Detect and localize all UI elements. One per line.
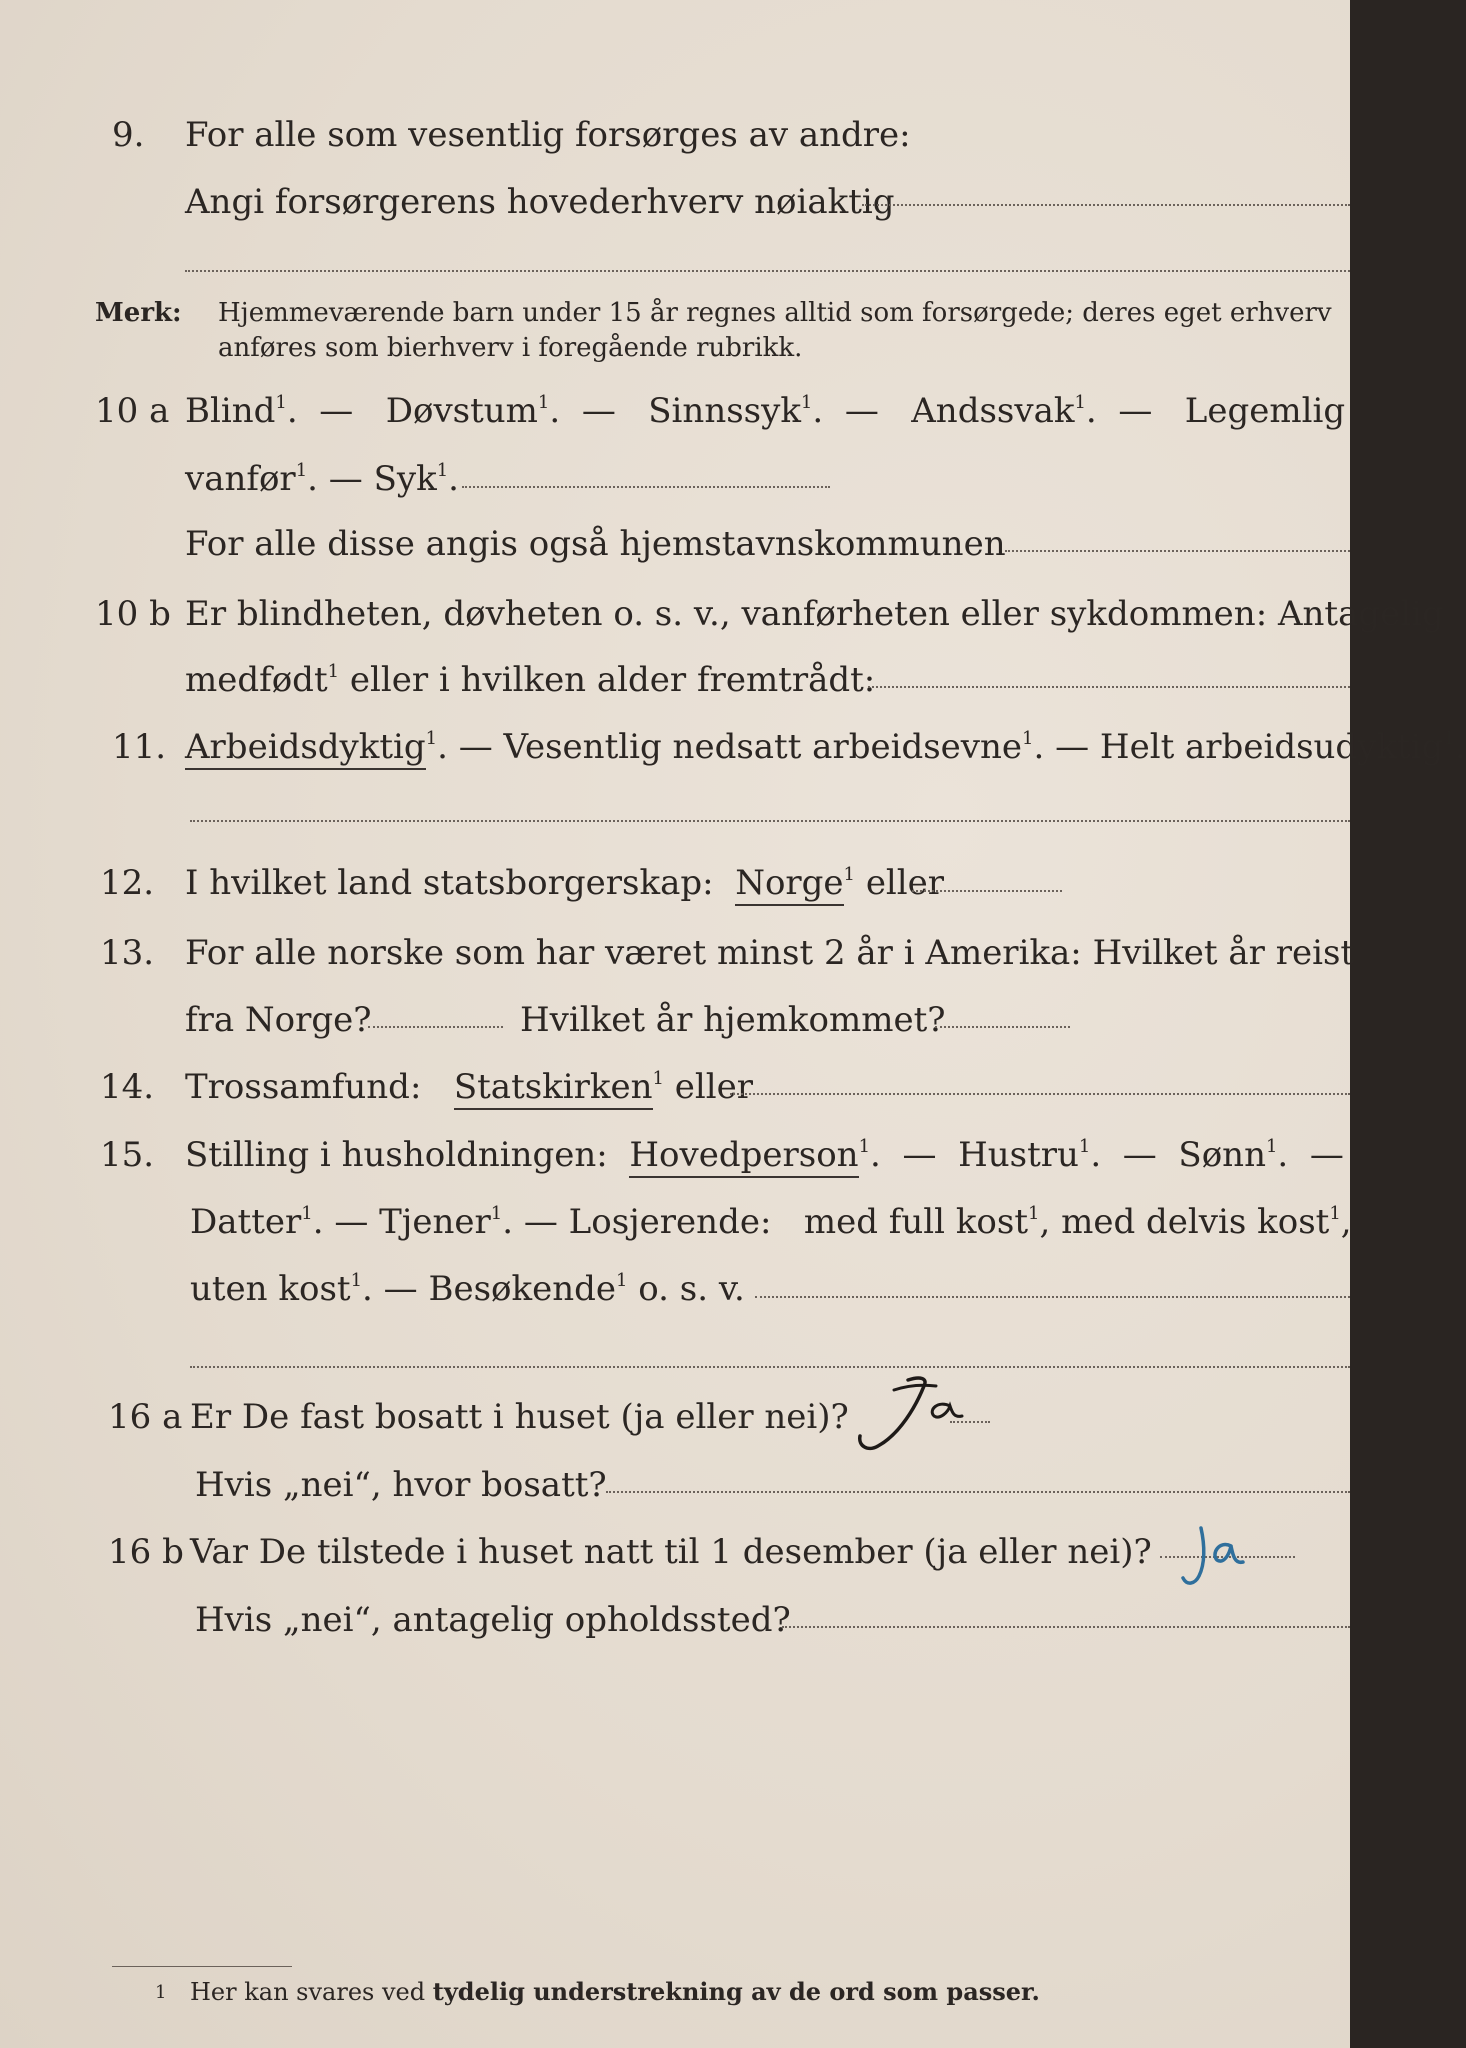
opt-sonn[interactable]: Sønn — [1178, 1135, 1266, 1175]
q16b-line1: Var De tilstede i huset natt til 1 desember (ja eller nei)? — [190, 1532, 1152, 1572]
q10a-answer-line[interactable] — [462, 486, 830, 488]
q11-number: 11. — [112, 727, 167, 767]
q15-number: 15. — [100, 1135, 155, 1175]
q11-answer-line[interactable] — [190, 820, 1350, 822]
q10a-line3: For alle disse angis også hjemstavnskommunen — [185, 524, 1006, 564]
footnote-divider — [112, 1966, 292, 1967]
q10a-number: 10 a — [95, 391, 170, 431]
q16b-line2: Hvis „nei“, antagelig opholdssted? — [195, 1600, 791, 1640]
opt-tjener[interactable]: Tjener — [379, 1202, 491, 1242]
opt-sinnssyk[interactable]: Sinnssyk — [648, 391, 801, 431]
q10b-line1: Er blindheten, døvheten o. s. v., vanførheten eller sykdommen: Antagelig — [185, 594, 1444, 634]
opt-besokende[interactable]: Besøkende — [428, 1269, 616, 1309]
q13-reist-line[interactable] — [368, 1026, 503, 1028]
opt-statskirken[interactable]: Statskirken — [454, 1067, 653, 1110]
q13-fra: fra Norge? — [185, 1000, 372, 1040]
q15-line2: Datter$^1$. — Tjener$^1$. — Losjerende: med full kost$^1$, med delvis kost$^1$, — [190, 1202, 1352, 1242]
opt-arbeidsdyktig[interactable]: Arbeidsdyktig — [185, 727, 426, 770]
q15-line3: uten kost$^1$. — Besøkende$^1$ o. s. v. — [190, 1269, 745, 1309]
q16a-number: 16 a — [108, 1397, 183, 1437]
q12-number: 12. — [100, 863, 155, 903]
q11-line: Arbeidsdyktig$^1$. — Vesentlig nedsatt arbeidsevne$^1$. — Helt arbeidsudyktig$^1$. — [185, 730, 1466, 764]
q15-answer-line-2[interactable] — [190, 1366, 1350, 1368]
q13-hjem-line[interactable] — [935, 1026, 1070, 1028]
opt-legemlig[interactable]: Legemlig — [1184, 391, 1346, 431]
q16a-handwritten-answer — [850, 1372, 990, 1462]
q10a-line2: vanfør$^1$. — Syk$^1$. — [185, 459, 459, 499]
q10b-answer-line[interactable] — [868, 686, 1350, 688]
q13-hjem: Hvilket år hjemkommet? — [520, 1000, 946, 1040]
footnote-text: Her kan svares ved tydelig understrekning av de ord som passer. — [190, 1977, 1040, 2006]
q16b-handwritten-answer — [1175, 1520, 1265, 1600]
q16b-opholdssted-line[interactable] — [782, 1626, 1350, 1628]
q15-answer-line[interactable] — [755, 1296, 1350, 1298]
opt-dovstum[interactable]: Døvstum — [385, 391, 538, 431]
opt-datter[interactable]: Datter — [190, 1202, 302, 1242]
opt-andssvak[interactable]: Andssvak — [911, 391, 1075, 431]
q16a-answer-line[interactable] — [950, 1421, 990, 1423]
q15-line1: Stilling i husholdningen: Hovedperson$^1$. — Hustru$^1$. — Sønn$^1$. — — [185, 1138, 1344, 1172]
opt-hovedperson[interactable]: Hovedperson — [629, 1135, 858, 1178]
q9-line1: For alle som vesentlig forsørges av andre: — [185, 115, 911, 155]
q9-answer-line[interactable] — [862, 204, 1350, 206]
footnote-mark: 1 — [155, 1982, 167, 2003]
opt-syk[interactable]: Syk — [373, 459, 437, 499]
q16a-line1: Er De fast bosatt i huset (ja eller nei)? — [190, 1397, 849, 1437]
q12-answer-line[interactable] — [912, 890, 1062, 892]
q12-line: I hvilket land statsborgerskap: Norge$^1$ eller — [185, 866, 944, 900]
q10b-number: 10 b — [95, 594, 171, 634]
opt-norge[interactable]: Norge — [735, 863, 843, 906]
opt-vanfor[interactable]: vanfør — [185, 459, 296, 499]
opt-udyktig[interactable]: Helt arbeidsudyktig — [1099, 727, 1444, 767]
q16a-bosatt-line[interactable] — [606, 1491, 1350, 1493]
q10a-line1: Blind$^1$. — Døvstum$^1$. — Sinnssyk$^1$. — Andssvak$^1$. — Legemlig — [185, 391, 1346, 431]
opt-hustru[interactable]: Hustru — [958, 1135, 1079, 1175]
opt-full-kost[interactable]: med full kost — [803, 1202, 1029, 1242]
q9-answer-line-2[interactable] — [185, 270, 1350, 272]
q14-number: 14. — [100, 1067, 155, 1107]
q10b-line2: medfødt$^1$ eller i hvilken alder fremtrådt: — [185, 660, 876, 700]
merk-label: Merk: — [95, 298, 182, 328]
opt-nedsatt[interactable]: Vesentlig nedsatt arbeidsevne — [503, 727, 1023, 767]
q14-line: Trossamfund: Statskirken$^1$ eller — [185, 1070, 753, 1104]
q16b-number: 16 b — [108, 1532, 184, 1572]
q10a-hjemstavn-line[interactable] — [1005, 550, 1350, 552]
opt-medfodt[interactable]: medfødt — [185, 660, 328, 700]
q13-line1: For alle norske som har været minst 2 år i Amerika: Hvilket år reist — [185, 933, 1355, 973]
merk-line2: anføres som bierhverv i foregående rubrikk. — [218, 333, 803, 363]
opt-uten-kost[interactable]: uten kost — [190, 1269, 351, 1309]
q14-answer-line[interactable] — [730, 1093, 1350, 1095]
merk-line1: Hjemmeværende barn under 15 år regnes alltid som forsørgede; deres eget erhverv — [218, 298, 1332, 328]
opt-blind[interactable]: Blind — [185, 391, 276, 431]
q16a-line2: Hvis „nei“, hvor bosatt? — [195, 1465, 607, 1505]
q9-line2: Angi forsørgerens hovederhverv nøiaktig — [185, 182, 895, 222]
q9-number: 9. — [112, 115, 145, 155]
opt-delvis-kost[interactable]: med delvis kost — [1061, 1202, 1330, 1242]
q13-number: 13. — [100, 933, 155, 973]
